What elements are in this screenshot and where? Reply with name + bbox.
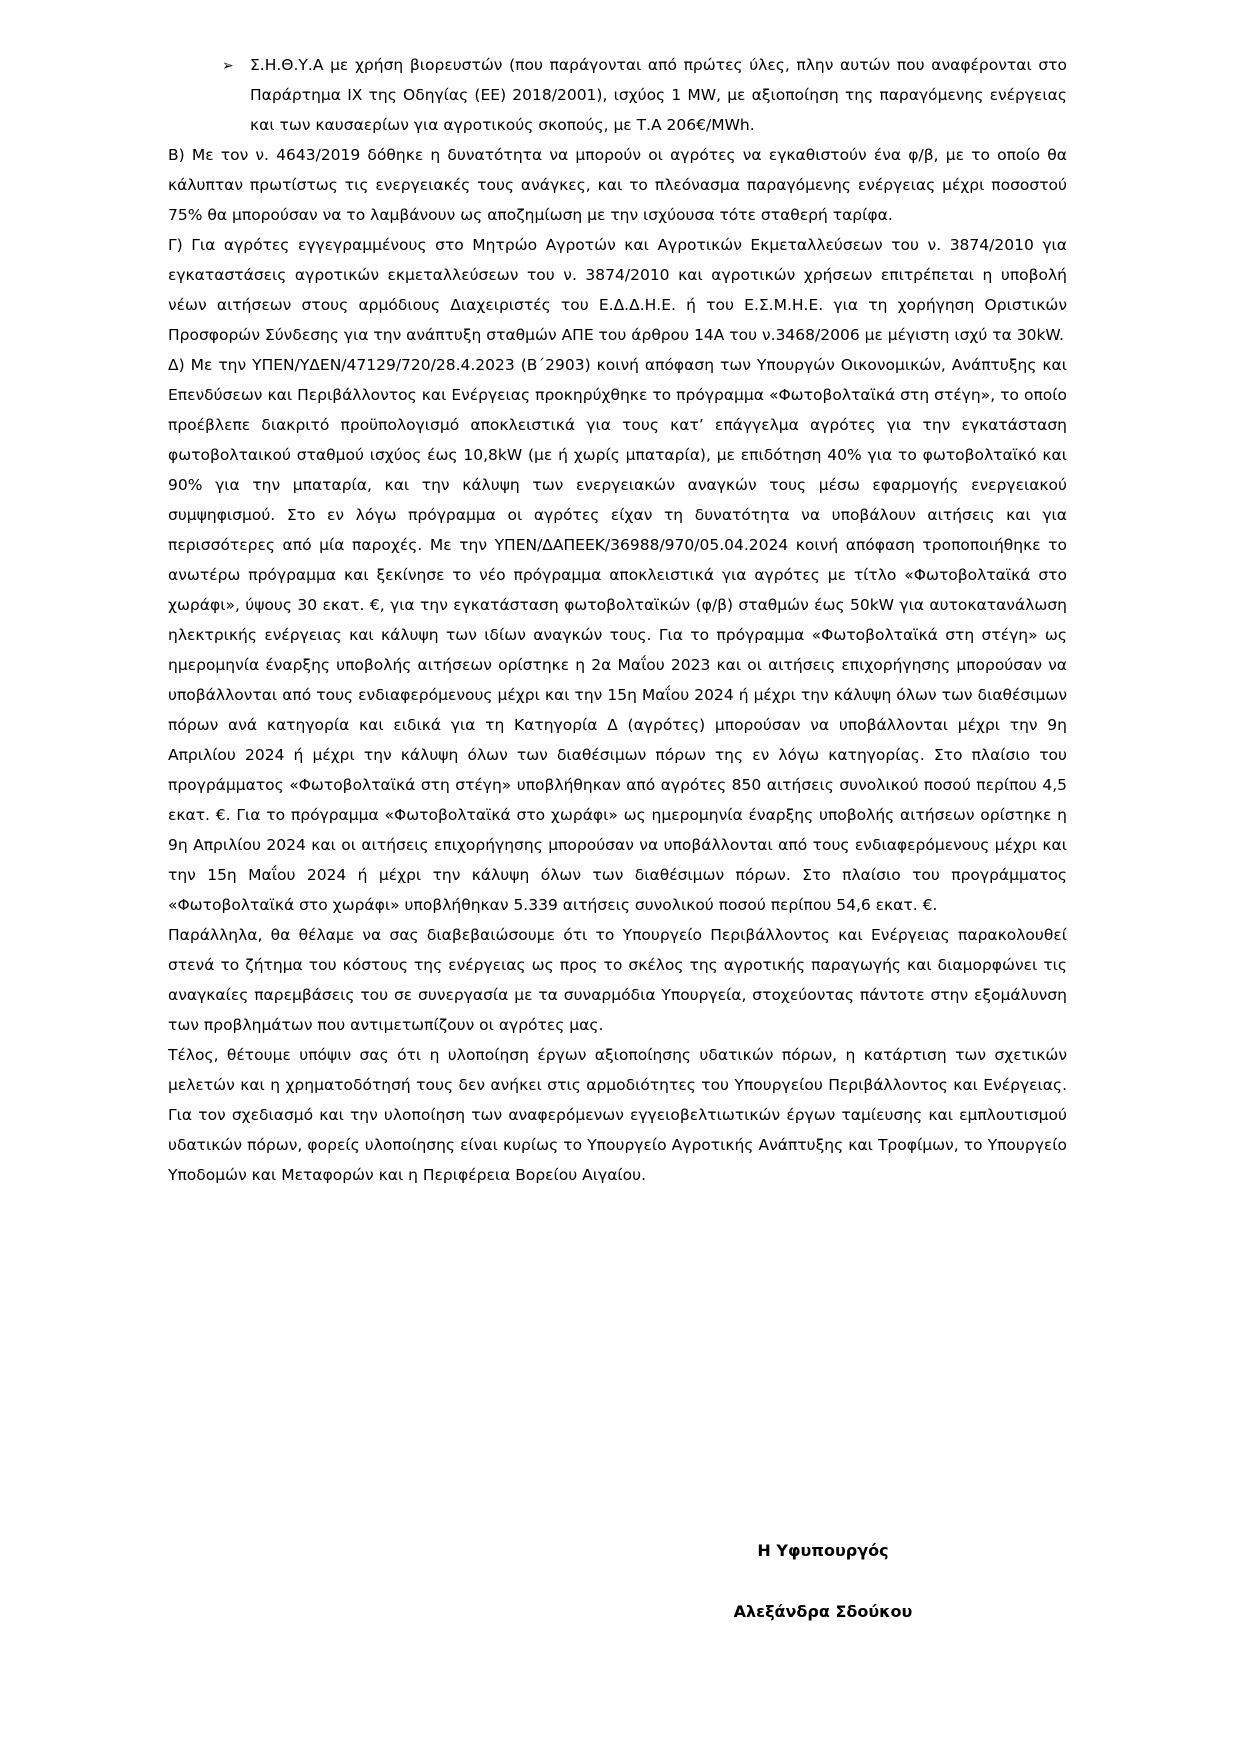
paragraph-delta: Δ) Με την ΥΠΕΝ/ΥΔΕΝ/47129/720/28.4.2023 (Β΄2903) κοινή απόφαση των Υπουργών Οικονομικών, Ανάπτυξης και Επενδύσεων και Περιβάλλοντος και Ενέργειας προκηρύχθηκε το πρόγραμμα «Φωτοβολταϊκά στη στέγη», το οποίο προέβλεπε διακριτό προϋπολογισμό αποκλειστικά για τους κατ’ επάγγελμα αγρότες για την εγκατάσταση φωτοβολταικού σταθμού ισχύος έως 10,8kW (με ή χωρίς μπαταρία), με επιδότηση 40% για το φωτοβολταϊκό και 90% για την μπαταρία, και την κάλυψη των ενεργειακών αναγκών τους μέσω εφαρμογής ενεργειακού συμψηφισμού. Στο εν λόγω πρόγραμμα οι αγρότες είχαν τη δυνατότητα να υποβάλουν αιτήσεις και για περισσότερες από μία παροχές. Με την ΥΠΕΝ/ΔΑΠΕΕΚ/36988/970/05.04.2024 κοινή απόφαση τροποποιήθηκε το ανωτέρω πρόγραμμα και ξεκίνησε το νέο πρόγραμμα αποκλειστικά για αγρότες με τίτλο «Φωτοβολταϊκά στο χωράφι», ύψους 30 εκατ. €, για την εγκατάσταση φωτοβολταϊκών (φ/β) σταθμών έως 50kW για αυτοκατανάλωση ηλεκτρικής ενέργειας και κάλυψη των ιδίων αναγκών τους. Για το πρόγραμμα «Φωτοβολταϊκά στη στέγη» ως ημερομηνία έναρξης υποβολής αιτήσεων ορίστηκε η 2α Μαΐου 2023 και οι αιτήσεις επιχορήγησης μπορούσαν να υποβάλλονται από τους ενδιαφερόμενους μέχρι και την 15η Μαΐου 2024 ή μέχρι την κάλυψη όλων των διαθέσιμων πόρων ανά κατηγορία και ειδικά για τη Κατηγορία Δ (αγρότες) μπορούσαν να υποβάλλονται μέχρι την 9η Απριλίου 2024 ή μέχρι την κάλυψη όλων των διαθέσιμων πόρων της εν λόγω κατηγορίας. Στο πλαίσιο του προγράμματος «Φωτοβολταϊκά στη στέγη» υποβλήθηκαν από αγρότες 850 αιτήσεις συνολικού ποσού περίπου 4,5 εκατ. €. Για το πρόγραμμα «Φωτοβολταϊκά στο χωράφι» ως ημερομηνία έναρξης υποβολής αιτήσεων ορίστηκε η 9η Απριλίου 2024 και οι αιτήσεις επιχορήγησης μπορούσαν να υποβάλλονται από τους ενδιαφερόμενους μέχρι και την 15η Μαΐου 2024 ή μέχρι την κάλυψη όλων των διαθέσιμων πόρων. Στο πλαίσιο του προγράμματος «Φωτοβολταϊκά στο χωράφι» υποβλήθηκαν 5.339 αιτήσεις συνολικού ποσού περίπου 54,6 εκατ. €. bbox=[168, 356, 1067, 914]
signature-block bbox=[673, 1536, 973, 1627]
bullet-item-text: Σ.Η.Θ.Υ.Α με χρήση βιορευστών (που παράγονται από πρώτες ύλες, πλην αυτών που αναφέρονται στο Παράρτημα IX της Οδηγίας (ΕΕ) 2018/2001), ισχύος 1 MW, με αξιοποίηση της παραγόμενης ενέργειας και των καυσαερίων για αγροτικούς σκοπούς, με Τ.Α 206€/MWh. bbox=[250, 56, 1067, 134]
paragraph-telos: Τέλος, θέτουμε υπόψιν σας ότι η υλοποίηση έργων αξιοποίησης υδατικών πόρων, η κατάρτιση των σχετικών μελετών και η χρηματοδότησή τους δεν ανήκει στις αρμοδιότητες του Υπουργείου Περιβάλλοντος και Ενέργειας. Για τον σχεδιασμό και την υλοποίηση των αναφερόμενων εγγειοβελτιωτικών έργων ταμίευσης και εμπλουτισμού υδατικών πόρων, φορείς υλοποίησης είναι κυρίως το Υπουργείο Αγροτικής Ανάπτυξης και Τροφίμων, το Υπουργείο Υποδομών και Μεταφορών και η Περιφέρεια Βορείου Αιγαίου. bbox=[168, 1046, 1067, 1184]
bullet-list-item bbox=[168, 50, 1067, 140]
signature-name: Αλεξάνδρα Σδούκου bbox=[733, 1602, 913, 1621]
arrow-bullet-icon: ➢ bbox=[222, 58, 234, 74]
signature-title: Η Υφυπουργός bbox=[757, 1541, 889, 1560]
paragraph-parallila: Παράλληλα, θα θέλαμε να σας διαβεβαιώσουμε ότι το Υπουργείο Περιβάλλοντος και Ενέργειας παρακολουθεί στενά το ζήτημα του κόστους της ενέργειας ως προς το σκέλος της αγροτικής παραγωγής και διαμορφώνει τις αναγκαίες παρεμβάσεις του σε συνεργασία με τα συναρμόδια Υπουργεία, στοχεύοντας πάντοτε στην εξομάλυνση των προβλημάτων που αντιμετωπίζουν οι αγρότες μας. bbox=[168, 926, 1067, 1034]
paragraph-b: Β) Με τον ν. 4643/2019 δόθηκε η δυνατότητα να μπορούν οι αγρότες να εγκαθιστούν ένα φ/β, με το οποίο θα κάλυπταν πρωτίστως τις ενεργειακές τους ανάγκες, και το πλεόνασμα παραγόμενης ενέργειας μέχρι ποσοστού 75% θα μπορούσαν να το λαμβάνουν ως αποζημίωση με την ισχύουσα τότε σταθερή ταρίφα. bbox=[168, 146, 1067, 224]
paragraph-gamma: Γ) Για αγρότες εγγεγραμμένους στο Μητρώο Αγροτών και Αγροτικών Εκμεταλλεύσεων του ν. 3874/2010 για εγκαταστάσεις αγροτικών εκμεταλλεύσεων του ν. 3874/2010 και αγροτικών χρήσεων επιτρέπεται η υποβολή νέων αιτήσεων στους αρμόδιους Διαχειριστές του Ε.Δ.Δ.Η.Ε. ή του Ε.Σ.Μ.Η.Ε. για τη χορήγηση Οριστικών Προσφορών Σύνδεσης για την ανάπτυξη σταθμών ΑΠΕ του άρθρου 14Α του ν.3468/2006 με μέγιστη ισχύ τα 30kW. bbox=[168, 236, 1067, 344]
